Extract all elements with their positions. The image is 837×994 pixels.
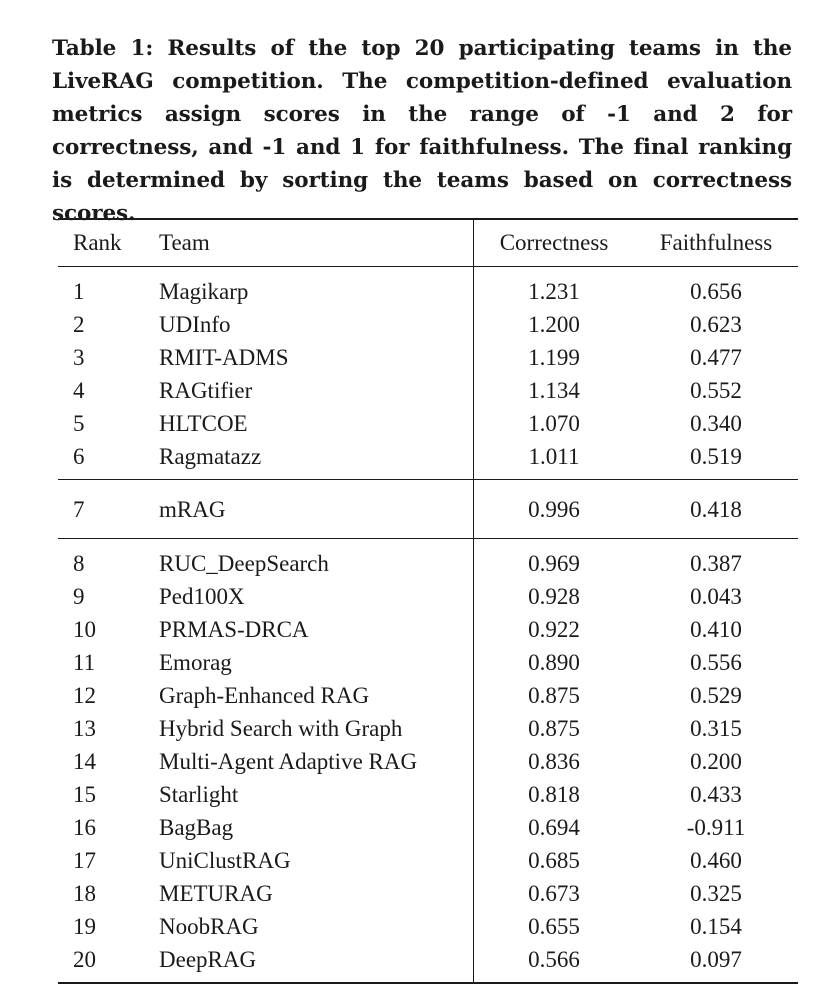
cell-team: RAGtifier [159,374,474,407]
cell-team: METURAG [159,877,474,910]
cell-correctness: 1.200 [528,312,580,337]
cell-faithfulness: 0.410 [690,617,742,642]
header-team: Team [159,219,474,267]
cell-rank: 18 [73,881,96,906]
cell-faithfulness: 0.556 [690,650,742,675]
cell-correctness: 0.922 [528,617,580,642]
cell-rank: 17 [73,848,96,873]
cell-faithfulness: 0.200 [690,749,742,774]
table-row [58,308,798,341]
header-faithfulness: Faithfulness [659,230,773,255]
cell-correctness: 0.694 [528,815,580,840]
cell-rank: 6 [73,444,85,469]
cell-team: Multi-Agent Adaptive RAG [159,745,474,778]
cell-faithfulness: 0.623 [690,312,742,337]
cell-correctness: 0.818 [528,782,580,807]
table-row [58,943,798,983]
cell-team: UDInfo [159,308,474,341]
table-row [58,679,798,712]
cell-correctness: 0.875 [528,683,580,708]
table-row [58,811,798,844]
table-row [58,712,798,745]
cell-rank: 7 [73,497,85,522]
cell-team: mRAG [159,480,474,539]
cell-team: HLTCOE [159,407,474,440]
cell-rank: 16 [73,815,96,840]
table-row [58,440,798,480]
cell-team: BagBag [159,811,474,844]
cell-correctness: 0.928 [528,584,580,609]
cell-rank: 9 [73,584,85,609]
cell-correctness: 0.875 [528,716,580,741]
cell-faithfulness: 0.552 [690,378,742,403]
cell-rank: 14 [73,749,96,774]
header-rank: Rank [73,230,122,255]
cell-team: NoobRAG [159,910,474,943]
cell-correctness: 1.070 [528,411,580,436]
cell-team: Emorag [159,646,474,679]
cell-correctness: 0.969 [528,551,580,576]
cell-team: UniClustRAG [159,844,474,877]
cell-team: Ped100X [159,580,474,613]
table-row [58,539,798,581]
table-row [58,580,798,613]
cell-faithfulness: 0.340 [690,411,742,436]
cell-correctness: 0.996 [528,497,580,522]
cell-faithfulness: 0.656 [690,279,742,304]
cell-correctness: 0.890 [528,650,580,675]
cell-rank: 10 [73,617,96,642]
cell-faithfulness: 0.477 [690,345,742,370]
cell-correctness: 0.836 [528,749,580,774]
table-row [58,844,798,877]
cell-rank: 8 [73,551,85,576]
cell-faithfulness: 0.325 [690,881,742,906]
cell-correctness: 0.685 [528,848,580,873]
results-table-container [58,218,798,984]
cell-correctness: 0.655 [528,914,580,939]
cell-team: Magikarp [159,267,474,309]
cell-team: PRMAS-DRCA [159,613,474,646]
table-row [58,407,798,440]
cell-rank: 2 [73,312,85,337]
table-row [58,778,798,811]
table-row [58,480,798,539]
cell-team: Ragmatazz [159,440,474,480]
header-row [58,219,798,267]
cell-team: RMIT-ADMS [159,341,474,374]
cell-faithfulness: 0.154 [690,914,742,939]
cell-faithfulness: 0.043 [690,584,742,609]
header-correctness: Correctness [499,230,609,255]
cell-correctness: 1.231 [528,279,580,304]
cell-faithfulness: -0.911 [686,815,746,840]
table-body-group-2 [58,480,798,539]
cell-faithfulness: 0.433 [690,782,742,807]
cell-team: Graph-Enhanced RAG [159,679,474,712]
cell-faithfulness: 0.460 [690,848,742,873]
cell-correctness: 1.134 [528,378,580,403]
cell-faithfulness: 0.519 [690,444,742,469]
cell-team: Hybrid Search with Graph [159,712,474,745]
table-row [58,374,798,407]
cell-rank: 15 [73,782,96,807]
cell-team: DeepRAG [159,943,474,983]
table-row [58,646,798,679]
cell-faithfulness: 0.529 [690,683,742,708]
table-row [58,745,798,778]
cell-faithfulness: 0.315 [690,716,742,741]
cell-rank: 13 [73,716,96,741]
cell-correctness: 1.011 [528,444,580,469]
table-header [58,219,798,267]
results-table [58,218,798,984]
cell-correctness: 0.566 [528,947,580,972]
cell-team: RUC_DeepSearch [159,539,474,581]
table-row [58,341,798,374]
cell-rank: 11 [73,650,96,675]
table-row [58,877,798,910]
cell-team: Starlight [159,778,474,811]
table-caption: Table 1: Results of the top 20 participating teams in the LiveRAG competition. The competition-defined evaluation metrics assign scores in the range of -1 and 2 for correctness, and -1 and 1 for faithfulness. The final ranking is determined by sorting the teams based on correctness scores. [52,36,792,226]
table-row [58,910,798,943]
cell-faithfulness: 0.387 [690,551,742,576]
cell-correctness: 0.673 [528,881,580,906]
cell-rank: 4 [73,378,85,403]
table-body-group-1 [58,267,798,480]
cell-rank: 19 [73,914,96,939]
table-row [58,267,798,309]
cell-faithfulness: 0.097 [690,947,742,972]
cell-correctness: 1.199 [528,345,580,370]
cell-faithfulness: 0.418 [690,497,742,522]
cell-rank: 3 [73,345,85,370]
cell-rank: 5 [73,411,85,436]
cell-rank: 1 [73,279,85,304]
cell-rank: 12 [73,683,96,708]
table-row [58,613,798,646]
cell-rank: 20 [73,947,96,972]
table-body-group-3 [58,539,798,984]
